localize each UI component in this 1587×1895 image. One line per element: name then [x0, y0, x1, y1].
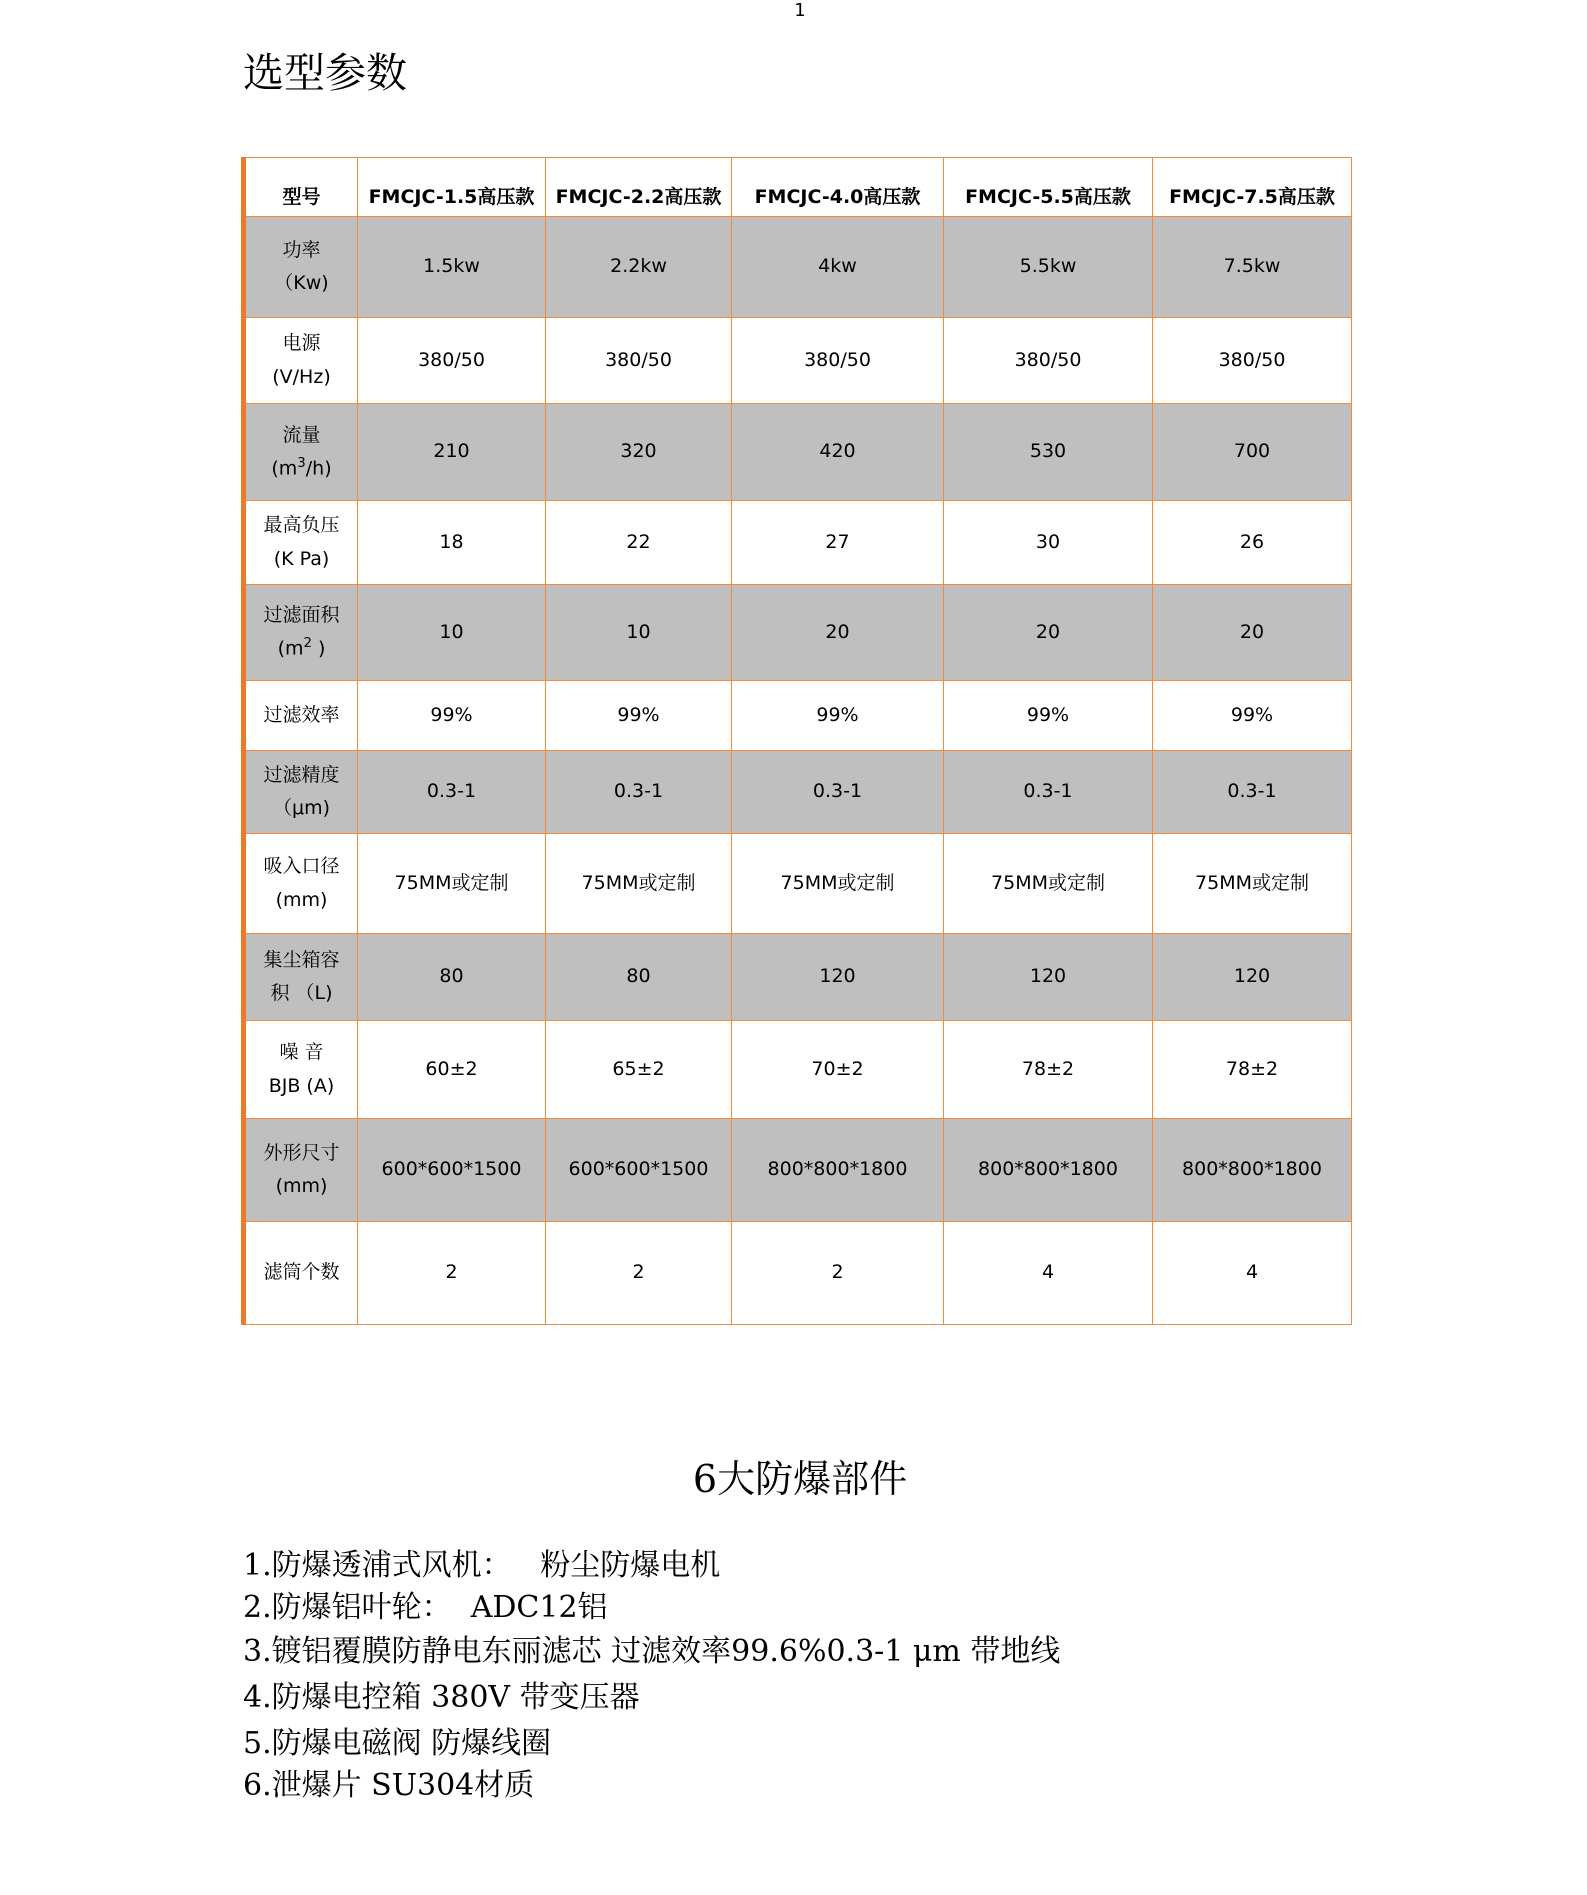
row-label-line1: 噪 音 [279, 1041, 324, 1064]
list-item: 2.防爆铝叶轮： ADC12铝 [243, 1590, 608, 1625]
table-row [244, 934, 1352, 1021]
row-label-cell [244, 1119, 358, 1222]
table-cell: 380/50 [546, 318, 732, 404]
table-cell: 99% [358, 681, 546, 751]
row-label-line2: (K Pa) [273, 547, 330, 570]
table-cell: 120 [732, 934, 944, 1021]
row-label-cell [244, 1222, 358, 1325]
row-label-line1: 最高负压 [263, 514, 340, 537]
table-cell: 210 [358, 404, 546, 501]
row-label-cell [244, 1021, 358, 1119]
table-row [244, 834, 1352, 934]
table-cell: 60±2 [358, 1021, 546, 1119]
row-label-line1: 过滤效率 [263, 703, 340, 726]
table-cell: 80 [358, 934, 546, 1021]
list-item: 1.防爆透浦式风机： 粉尘防爆电机 [243, 1548, 721, 1583]
list-item: 6.泄爆片 SU304材质 [243, 1768, 535, 1803]
table-cell: 27 [732, 501, 944, 585]
row-label-cell [244, 834, 358, 934]
table-cell: 420 [732, 404, 944, 501]
table-row [244, 681, 1352, 751]
table-row [244, 404, 1352, 501]
row-label-cell [244, 585, 358, 681]
spec-table [241, 157, 1352, 1325]
header-cell: FMCJC-2.2高压款 [546, 158, 732, 217]
table-cell: 80 [546, 934, 732, 1021]
table-cell: 99% [944, 681, 1153, 751]
table-cell: 800*800*1800 [732, 1119, 944, 1222]
row-label-line1: 吸入口径 [263, 855, 340, 878]
row-label-line1: 集尘箱容 [263, 948, 340, 971]
list-item: 5.防爆电磁阀 防爆线圈 [243, 1726, 552, 1761]
table-cell: 20 [1153, 585, 1352, 681]
row-label-line1: 过滤面积 [263, 604, 340, 627]
header-cell: FMCJC-4.0高压款 [732, 158, 944, 217]
table-cell: 78±2 [944, 1021, 1153, 1119]
table-cell: 99% [732, 681, 944, 751]
table-cell: 0.3-1 [1153, 751, 1352, 834]
table-cell: 75MM或定制 [1153, 834, 1352, 934]
page-title: 选型参数 [243, 49, 407, 97]
row-label-line2: $(m^3/h)$ [271, 455, 332, 480]
row-label-cell [244, 318, 358, 404]
row-label-line1: 过滤精度 [263, 763, 340, 786]
table-row [244, 318, 1352, 404]
table-cell: 700 [1153, 404, 1352, 501]
table-row [244, 585, 1352, 681]
table-header-row [244, 158, 1352, 217]
header-cell: FMCJC-7.5高压款 [1153, 158, 1352, 217]
table-cell: 65±2 [546, 1021, 732, 1119]
row-label-line2: (mm) [275, 888, 328, 911]
table-cell: 380/50 [358, 318, 546, 404]
table-row [244, 501, 1352, 585]
table-cell: 4 [944, 1222, 1153, 1325]
table-cell: 7.5kw [1153, 217, 1352, 318]
table-cell: 75MM或定制 [944, 834, 1153, 934]
table-cell: 70±2 [732, 1021, 944, 1119]
table-cell: 0.3-1 [944, 751, 1153, 834]
header-cell: FMCJC-1.5高压款 [358, 158, 546, 217]
table-cell: 800*800*1800 [1153, 1119, 1352, 1222]
table-cell: 2.2kw [546, 217, 732, 318]
row-label-line2: (V/Hz) [272, 365, 331, 388]
table-cell: 0.3-1 [732, 751, 944, 834]
table-cell: 10 [358, 585, 546, 681]
table-cell: 1.5kw [358, 217, 546, 318]
row-label-line2: ($m^2$ ) [277, 636, 326, 660]
row-label-line2: BJB (A) [268, 1074, 335, 1097]
header-cell: FMCJC-5.5高压款 [944, 158, 1153, 217]
table-cell: 600*600*1500 [358, 1119, 546, 1222]
table-cell: 5.5kw [944, 217, 1153, 318]
page-number: 1 [794, 0, 806, 21]
table-cell: 320 [546, 404, 732, 501]
row-label-cell [244, 404, 358, 501]
header-cell: 型号 [244, 158, 358, 217]
table-cell: 2 [546, 1222, 732, 1325]
table-cell: 22 [546, 501, 732, 585]
table-cell: 4 [1153, 1222, 1352, 1325]
table-row [244, 751, 1352, 834]
table-cell: 75MM或定制 [732, 834, 944, 934]
table-row [244, 1021, 1352, 1119]
table-cell: 99% [546, 681, 732, 751]
row-label-cell [244, 681, 358, 751]
table-cell: 380/50 [1153, 318, 1352, 404]
table-cell: 2 [358, 1222, 546, 1325]
table-cell: 530 [944, 404, 1153, 501]
table-cell: 75MM或定制 [358, 834, 546, 934]
list-item: 3.镀铝覆膜防静电东丽滤芯 过滤效率99.6%0.3-1 μm 带地线 [243, 1634, 1061, 1669]
table-cell: 20 [732, 585, 944, 681]
table-cell: 380/50 [732, 318, 944, 404]
table-cell: 0.3-1 [546, 751, 732, 834]
table-cell: 120 [944, 934, 1153, 1021]
table-cell: 600*600*1500 [546, 1119, 732, 1222]
table-cell: 380/50 [944, 318, 1153, 404]
table-cell: 26 [1153, 501, 1352, 585]
table-row [244, 217, 1352, 318]
row-label-line2: 积 （L) [270, 982, 333, 1004]
table-row [244, 1222, 1352, 1325]
table-cell: 78±2 [1153, 1021, 1352, 1119]
row-label-line2: (mm) [275, 1175, 328, 1197]
table-cell: 18 [358, 501, 546, 585]
row-label-line1: 滤筒个数 [263, 1261, 340, 1284]
table-cell: 10 [546, 585, 732, 681]
parts-list [243, 1540, 1060, 1802]
section-title: 6大防爆部件 [692, 1457, 908, 1501]
table-cell: 99% [1153, 681, 1352, 751]
row-label-line1: 电源 [282, 332, 321, 355]
table-row [244, 1119, 1352, 1222]
table-cell: 30 [944, 501, 1153, 585]
row-label-cell [244, 501, 358, 585]
row-label-cell [244, 934, 358, 1021]
row-label-line2: （μm) [272, 797, 330, 819]
table-cell: 800*800*1800 [944, 1119, 1153, 1222]
row-label-line1: 外形尺寸 [263, 1141, 340, 1164]
row-label-line2: （Kw) [274, 272, 329, 294]
row-label-cell [244, 217, 358, 318]
table-cell: 75MM或定制 [546, 834, 732, 934]
row-label-cell [244, 751, 358, 834]
table-cell: 4kw [732, 217, 944, 318]
table-cell: 0.3-1 [358, 751, 546, 834]
table-cell: 20 [944, 585, 1153, 681]
list-item: 4.防爆电控箱 380V 带变压器 [243, 1680, 640, 1715]
table-cell: 2 [732, 1222, 944, 1325]
row-label-line1: 功率 [282, 238, 321, 261]
row-label-line1: 流量 [282, 423, 321, 446]
table-cell: 120 [1153, 934, 1352, 1021]
